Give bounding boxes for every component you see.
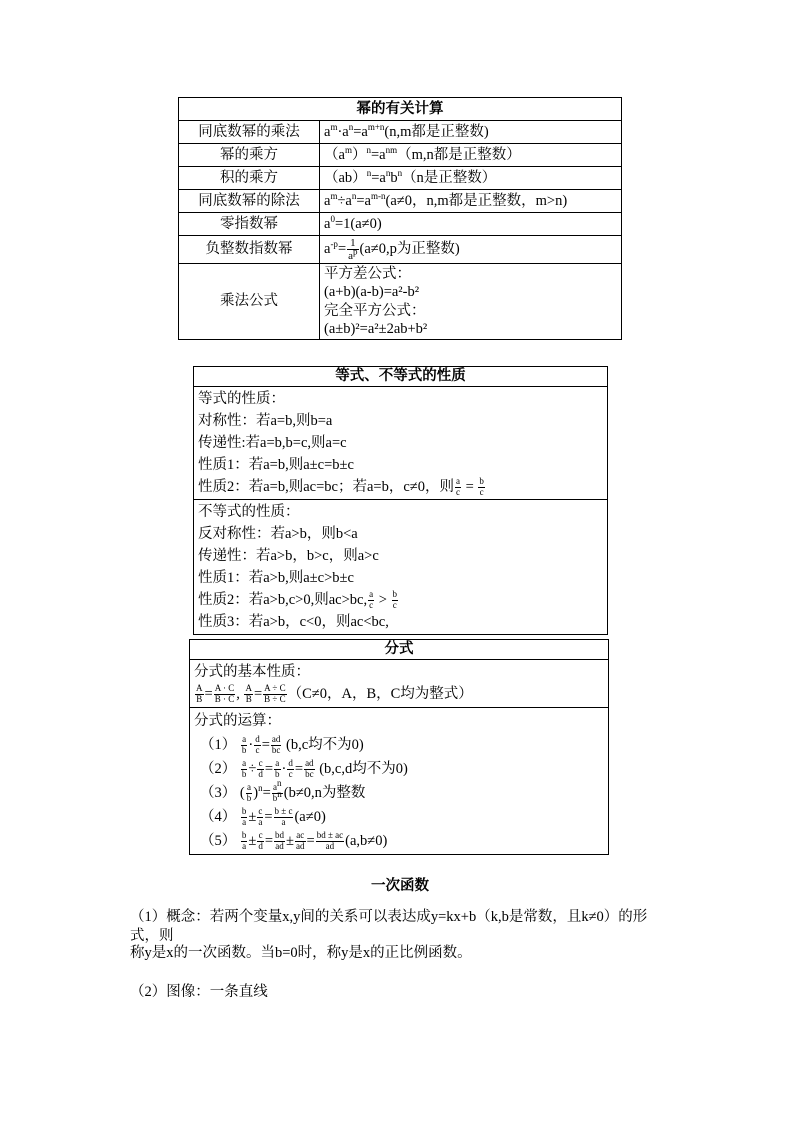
paragraph-concept-line2: 称y是x的一次函数。当b=0时，称y是x的正比例函数。	[130, 945, 472, 961]
row-formula: $(a^m)^n=a^{nm}(m,n$都是正整数）	[320, 144, 622, 167]
paragraph-concept-line1: （1）概念：若两个变量x,y间的关系可以表达成y=kx+b（k,b是常数，且k≠0）的形式，则	[130, 909, 648, 944]
row-label: 幂的乘方	[179, 144, 320, 167]
row-formula: $a^0=1(a\ne 0)$	[320, 213, 622, 236]
fraction-basic-properties: 分式的基本性质： $\frac{A}{B}$ = $\frac{A \cdot C}{B \cdot C}$ , $\frac{A}{B}$ = $\frac{A \div C}{B \div C}$ （C≠0，A，B，C均为整式）	[190, 660, 609, 708]
fraction-operations: 分式的运算： （1） $\frac{a}{b}$ · $\frac{d}{c}$ = $\frac{ad}{bc}$ (b,c均不为0) （2） $\frac{a}{b}$ ÷ $\frac{c}{d}$ = $\frac{a}{b}$ · $\frac{d}{c}$ = $\frac{ad}{bc}$ (b,c,d均不为0) （3） ( $\frac{a}{b}$ )$^n$= $\frac{a^n}{b^n}$ (b≠0,n为整数 （4） $\frac{b}{a}$ ± $\frac{c}{a}$ = $\frac{b \pm c}{a}$ (a≠0) （5） $\frac{b}{a}$ ± $\frac{c}{d}$ = $\frac{bd}{ad}$ ± $\frac{ac}{ad}$ = $\frac{bd \pm ac}{ad}$ (a,b≠0)	[190, 708, 609, 855]
row-formula: $(ab)^n=a^nb^n(n$是正整数）	[320, 167, 622, 190]
multiplication-formulas: 平方差公式： (a+b)(a-b)=a²-b² 完全平方公式： (a±b)²=a²±2ab+b²	[320, 264, 622, 340]
row-label: 负整数指数幂	[179, 236, 320, 264]
inequality-properties: 不等式的性质： 反对称性：若a>b，则b<a 传递性：若a>b，b>c，则a>c 性质1：若a>b,则a±c>b±c 性质2：若a>b,c>0,则ac>bc, $\frac{a}{c}$ > $\frac{b}{c}$ 性质3：若a>b，c<0，则ac<bc,	[194, 500, 608, 635]
equality-table	[193, 366, 608, 635]
fraction-table	[189, 639, 609, 855]
row-formula: $a^m\cdot a^n=a^{m+n}(n,m$都是正整数)	[320, 121, 622, 144]
fraction-table-title: 分式	[190, 640, 609, 660]
row-label: 同底数幂的乘法	[179, 121, 320, 144]
row-label: 同底数幂的除法	[179, 190, 320, 213]
power-table	[178, 97, 622, 340]
row-formula: $a^{-p}=$ $\frac{1}{a^p}$ (a≠0,p为正整数)	[320, 236, 622, 264]
equality-table-title: 等式、不等式的性质	[194, 367, 608, 387]
linear-heading: 一次函数	[371, 878, 429, 894]
row-label: 零指数幂	[179, 213, 320, 236]
row-formula: $a^m\div a^n=a^{m-n}(a\ne 0$，n,m都是正整数，m>n)	[320, 190, 622, 213]
equality-properties: 等式的性质： 对称性：若a=b,则b=a 传递性:若a=b,b=c,则a=c 性质1：若a=b,则a±c=b±c 性质2：若a=b,则ac=bc；若a=b，c≠0，则 $\frac{a}{c}$ = $\frac{b}{c}$	[194, 387, 608, 500]
paragraph-graph: （2）图像：一条直线	[130, 984, 268, 1000]
row-label: 乘法公式	[179, 264, 320, 340]
power-table-title: 幂的有关计算	[179, 98, 622, 121]
row-label: 积的乘方	[179, 167, 320, 190]
